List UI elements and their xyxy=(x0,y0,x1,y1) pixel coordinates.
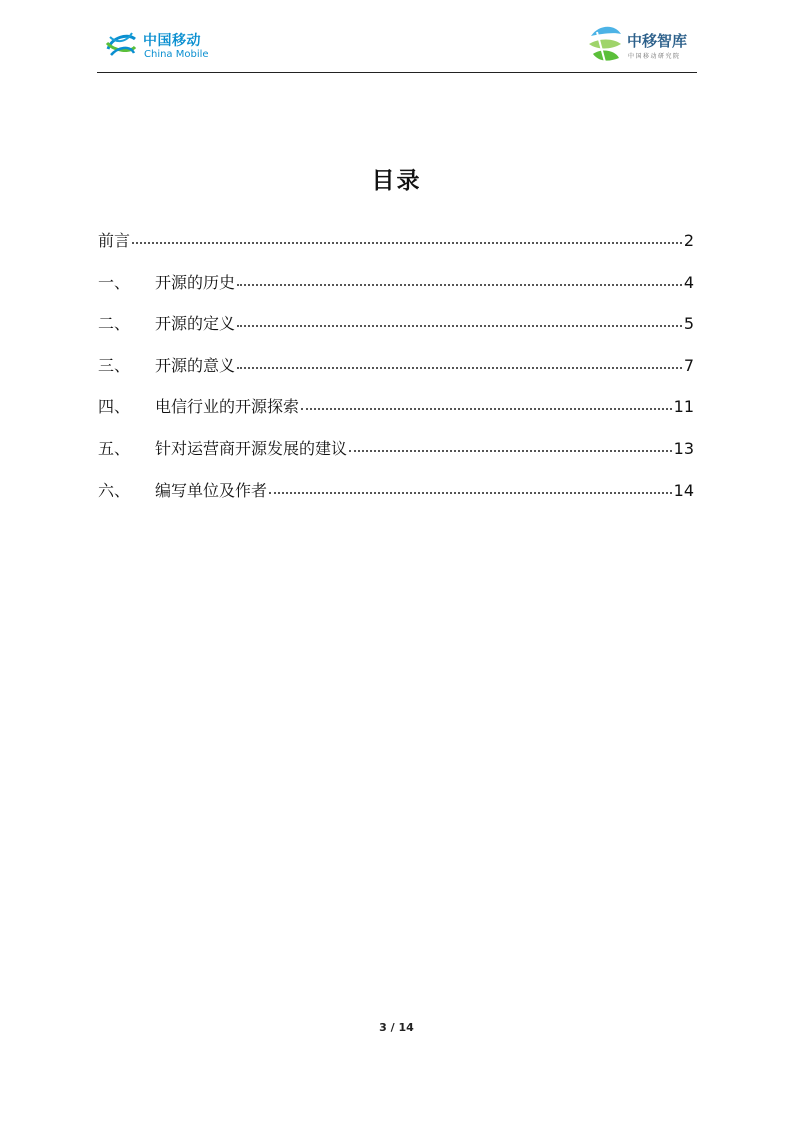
toc-entry-number: 一、 xyxy=(98,272,131,292)
china-mobile-logo-en: China Mobile xyxy=(144,49,209,60)
toc-entry-number: 二、 xyxy=(98,314,131,334)
china-mobile-logo-cn: 中国移动 xyxy=(143,33,201,49)
toc-entry-page: 7 xyxy=(683,355,694,375)
toc-entry-label: 编写单位及作者 xyxy=(155,480,268,500)
toc-entry-page: 14 xyxy=(673,480,694,500)
toc-entry-definition[interactable] xyxy=(98,311,694,353)
toc-entry-page: 5 xyxy=(683,314,694,334)
toc-entry-page: 13 xyxy=(673,438,694,458)
toc-entry-label: 前言 xyxy=(98,231,131,250)
toc-entry-preface[interactable] xyxy=(98,228,694,270)
toc-entry-history[interactable] xyxy=(98,270,694,312)
toc-entry-number: 五、 xyxy=(98,438,131,458)
toc-entry-label: 电信行业的开源探索 xyxy=(155,397,300,417)
page-header xyxy=(97,18,697,73)
toc-entry-label: 针对运营商开源发展的建议 xyxy=(155,438,348,458)
toc-leader-dots xyxy=(237,324,682,327)
toc-leader-dots xyxy=(269,491,672,494)
toc-title: 目录 xyxy=(371,168,422,194)
table-of-contents xyxy=(98,228,694,519)
toc-leader-dots xyxy=(301,407,672,410)
china-mobile-logo xyxy=(104,27,234,65)
page-number: 3 / 14 xyxy=(379,1021,414,1034)
toc-entry-page: 11 xyxy=(673,397,694,417)
cmri-logo-icon xyxy=(585,22,625,66)
toc-leader-dots xyxy=(132,241,682,244)
toc-entry-label: 开源的意义 xyxy=(155,355,236,375)
toc-leader-dots xyxy=(237,283,682,286)
cmri-logo-cn: 中移智库 xyxy=(627,32,688,50)
toc-leader-dots xyxy=(349,449,672,452)
toc-entry-telecom-exploration[interactable] xyxy=(98,394,694,436)
cmri-logo xyxy=(585,20,697,68)
toc-entry-authors[interactable] xyxy=(98,478,694,520)
cmri-logo-sub: 中国移动研究院 xyxy=(628,53,681,60)
toc-entry-number: 六、 xyxy=(98,480,131,500)
toc-entry-operator-suggestions[interactable] xyxy=(98,436,694,478)
toc-entry-page: 4 xyxy=(683,272,694,292)
toc-entry-significance[interactable] xyxy=(98,353,694,395)
toc-entry-number: 三、 xyxy=(98,355,131,375)
toc-entry-label: 开源的定义 xyxy=(155,314,236,334)
toc-entry-label: 开源的历史 xyxy=(155,272,236,292)
toc-entry-number: 四、 xyxy=(98,397,131,417)
toc-entry-page: 2 xyxy=(683,231,694,250)
china-mobile-logo-icon xyxy=(104,29,138,61)
toc-leader-dots xyxy=(237,366,682,369)
